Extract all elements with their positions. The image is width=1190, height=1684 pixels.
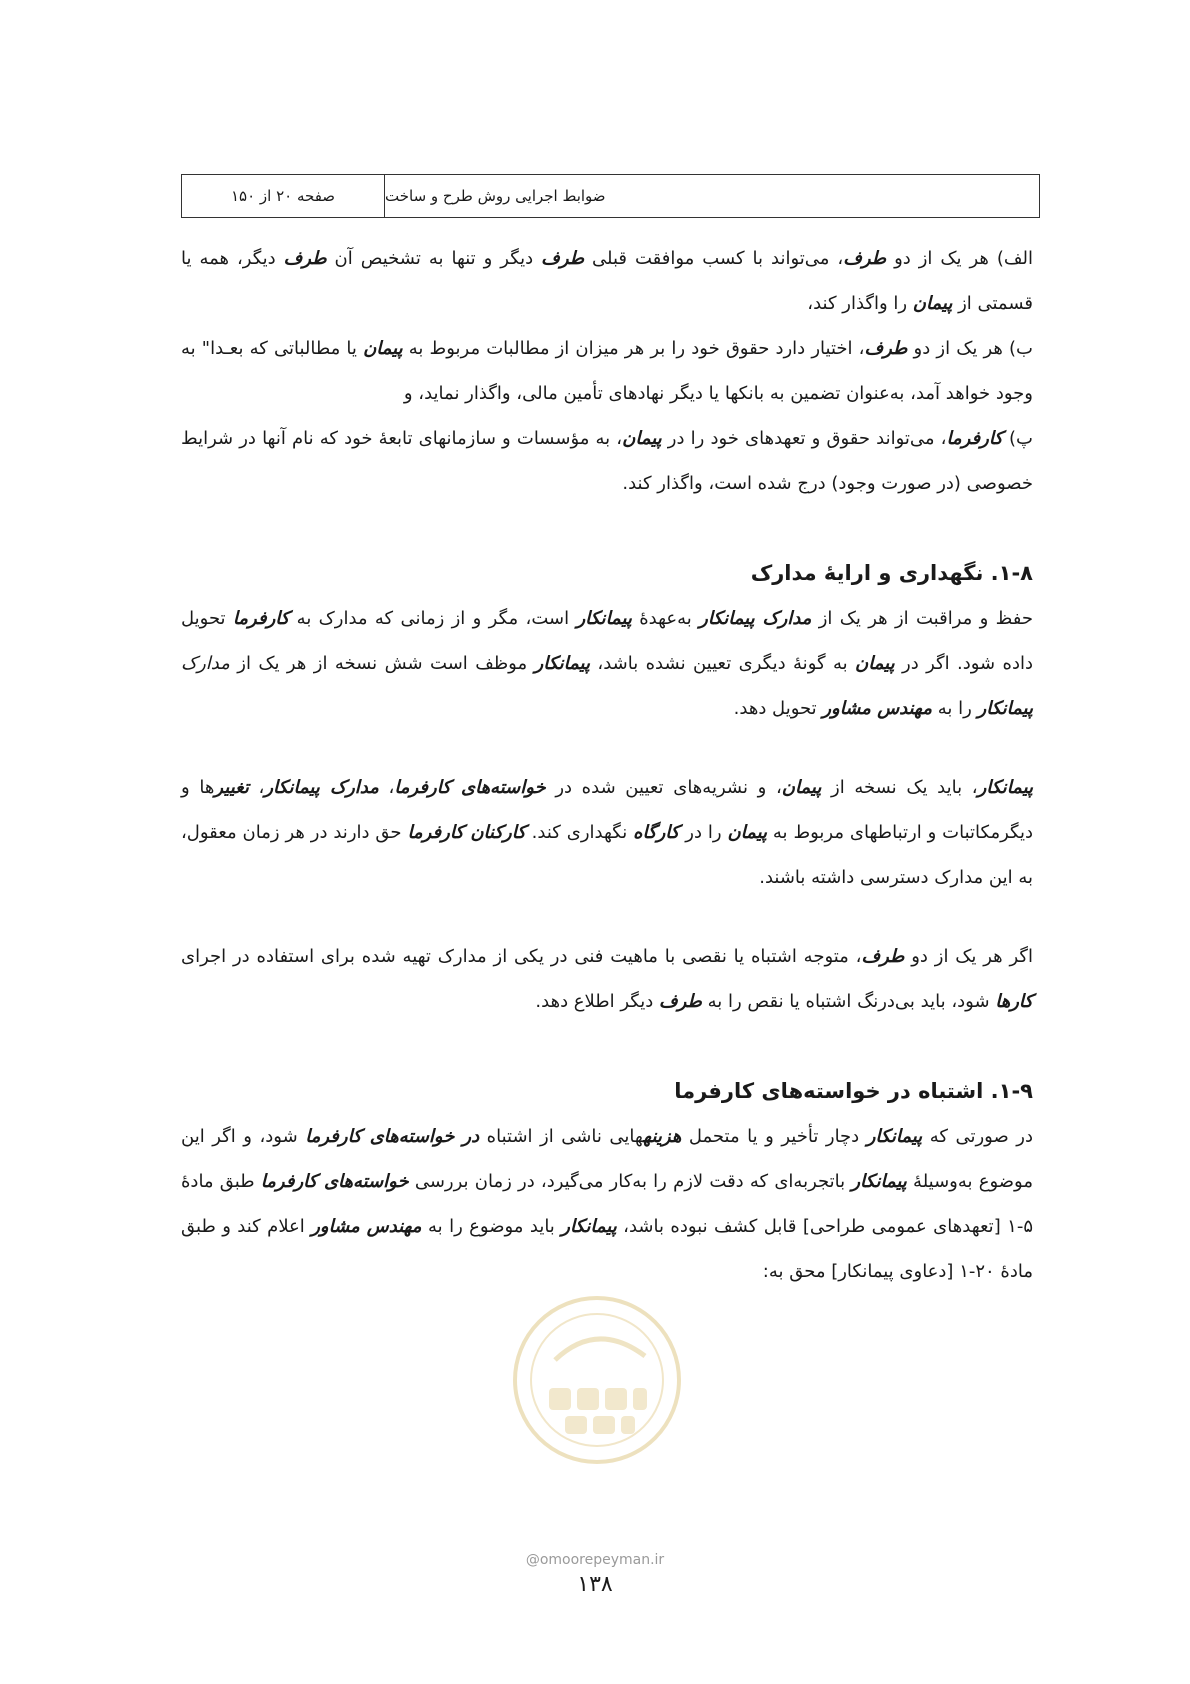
term-employer-personnel: کارکنان کارفرما bbox=[407, 822, 526, 843]
term-contractor-documents: مدارک پیمانکار bbox=[699, 608, 812, 629]
term-peyman: پیمان bbox=[727, 822, 768, 843]
term-taraf: طرف bbox=[541, 248, 585, 269]
paragraph-site-copies: پیمانکار، باید یک نسخه از پیمان، و نشریه‌های تعیین شده در خواسته‌های کارفرما، مدارک پیمانکار، تغییرها و دیگرمکاتبات و ارتباطهای مربوط به پیمان را در کارگاه نگهداری کند. کارکنان کارفرما حق دارند در هر زمان معقول، به این مدارک دسترسی داشته باشند. bbox=[181, 777, 1034, 888]
term-taraf: طرف bbox=[861, 946, 905, 967]
term-karfarma: کارفرما bbox=[232, 608, 290, 629]
term-employer-requirements: خواسته‌های کارفرما bbox=[260, 1171, 409, 1192]
term-site: کارگاه bbox=[633, 822, 680, 843]
term-taraf: طرف bbox=[658, 991, 702, 1012]
term-consulting-engineer: مهندس مشاور bbox=[822, 698, 932, 719]
term-peymankar: پیمانکار bbox=[534, 653, 590, 674]
document-body bbox=[181, 236, 1033, 1294]
term-variation: تغییر bbox=[214, 777, 249, 798]
term-peymankar: پیمانکار bbox=[977, 777, 1034, 798]
watermark-logo bbox=[495, 1290, 700, 1470]
term-peyman: پیمان bbox=[622, 428, 662, 449]
term-taraf: طرف bbox=[864, 338, 908, 359]
term-peymankar: پیمانکار bbox=[851, 1171, 907, 1192]
term-taraf: طرف bbox=[843, 248, 887, 269]
term-peymankar: پیمانکار bbox=[561, 1216, 617, 1237]
section-heading-1-9: ۱-۹. اشتباه در خواسته‌های کارفرما bbox=[674, 1079, 1033, 1103]
term-peyman: پیمان bbox=[912, 293, 953, 314]
page-number: ۱۳۸ bbox=[577, 1572, 613, 1597]
term-contractor-documents: مدارک پیمانکار bbox=[264, 777, 379, 798]
term-employer-requirements: در خواسته‌های کارفرما bbox=[305, 1126, 480, 1147]
watermark-url: @omoorepeyman.ir bbox=[525, 1552, 665, 1568]
term-consulting-engineer: مهندس مشاور bbox=[311, 1216, 422, 1237]
paragraph-employer-requirements-error: در صورتی که پیمانکار دچار تأخیر و یا متحمل هزینههایی ناشی از اشتباه در خواسته‌های کارفرما شود، و اگر این موضوع به‌وسیلهٔ پیمانکار باتجربه‌ای که دقت لازم را به‌کار می‌گیرد، در زمان بررسی خواسته‌های کارفرما طبق مادهٔ ۵-۱ [تعهدهای عمومی طراحی] قابل کشف نبوده باشد، پیمانکار باید موضوع را به مهندس مشاور اعلام کند و طبق مادهٔ ۲۰-۱ [دعاوی پیمانکار] محق به: bbox=[181, 1126, 1033, 1282]
term-peymankar: پیمانکار bbox=[576, 608, 632, 629]
term-peyman: پیمان bbox=[363, 338, 403, 359]
paragraph-document-custody: حفظ و مراقبت از هر یک از مدارک پیمانکار به‌عهدهٔ پیمانکار است، مگر و از زمانی که مدارک به کارفرما تحویل داده شود. اگر در پیمان به گونهٔ دیگری تعیین نشده باشد، پیمانکار موظف است شش نسخه از هر یک از مدارک پیمانکار را به مهندس مشاور تحویل دهد. bbox=[181, 608, 1034, 719]
paragraph-pe: پ) کارفرما، می‌تواند حقوق و تعهدهای خود را در پیمان، به مؤسسات و سازمانهای تابعهٔ خود که نام آنها در شرایط خصوصی (در صورت وجود) درج شده است، واگذار کند. bbox=[181, 428, 1033, 494]
term-madarek: مدارک bbox=[181, 653, 230, 674]
term-karfarma: کارفرما bbox=[946, 428, 1003, 449]
section-heading-1-8: ۱-۸. نگهداری و ارایهٔ مدارک bbox=[750, 561, 1033, 585]
page-header-table bbox=[181, 174, 1040, 218]
term-peymankar: پیمانکار bbox=[977, 698, 1033, 719]
term-peyman: پیمان bbox=[855, 653, 895, 674]
term-cost: هزینه bbox=[643, 1126, 682, 1147]
term-employer-requirements: خواسته‌های کارفرما bbox=[394, 777, 546, 798]
paragraph-alef: الف) هر یک از دو طرف، می‌تواند با کسب موافقت قبلی طرف دیگر و تنها به تشخیص آن طرف دیگر، همه یا قسمتی از پیمان را واگذار کند، bbox=[181, 248, 1033, 314]
paragraph-technical-errors: اگر هر یک از دو طرف، متوجه اشتباه یا نقصی با ماهیت فنی در یکی از مدارک تهیه شده برای استفاده در اجرای کارها شود، باید بی‌درنگ اشتباه یا نقص را به طرف دیگر اطلاع دهد. bbox=[181, 946, 1033, 1012]
term-taraf: طرف bbox=[283, 248, 327, 269]
term-works: کارها bbox=[995, 991, 1033, 1012]
term-peyman: پیمان bbox=[781, 777, 822, 798]
paragraph-be: ب) هر یک از دو طرف، اختیار دارد حقوق خود را بر هر میزان از مطالبات مربوط به پیمان یا مطالباتی که بعـدا" به وجود خواهد آمد، به‌عنوان تضمین به بانکها یا دیگر نهادهای تأمین مالی، واگذار نماید، و bbox=[181, 338, 1033, 404]
header-document-title: ضوابط اجرایی روش طرح و ساخت bbox=[385, 187, 606, 205]
header-page-info: صفحه ۲۰ از ۱۵۰ bbox=[182, 175, 385, 217]
term-peymankar: پیمانکار bbox=[866, 1126, 923, 1147]
